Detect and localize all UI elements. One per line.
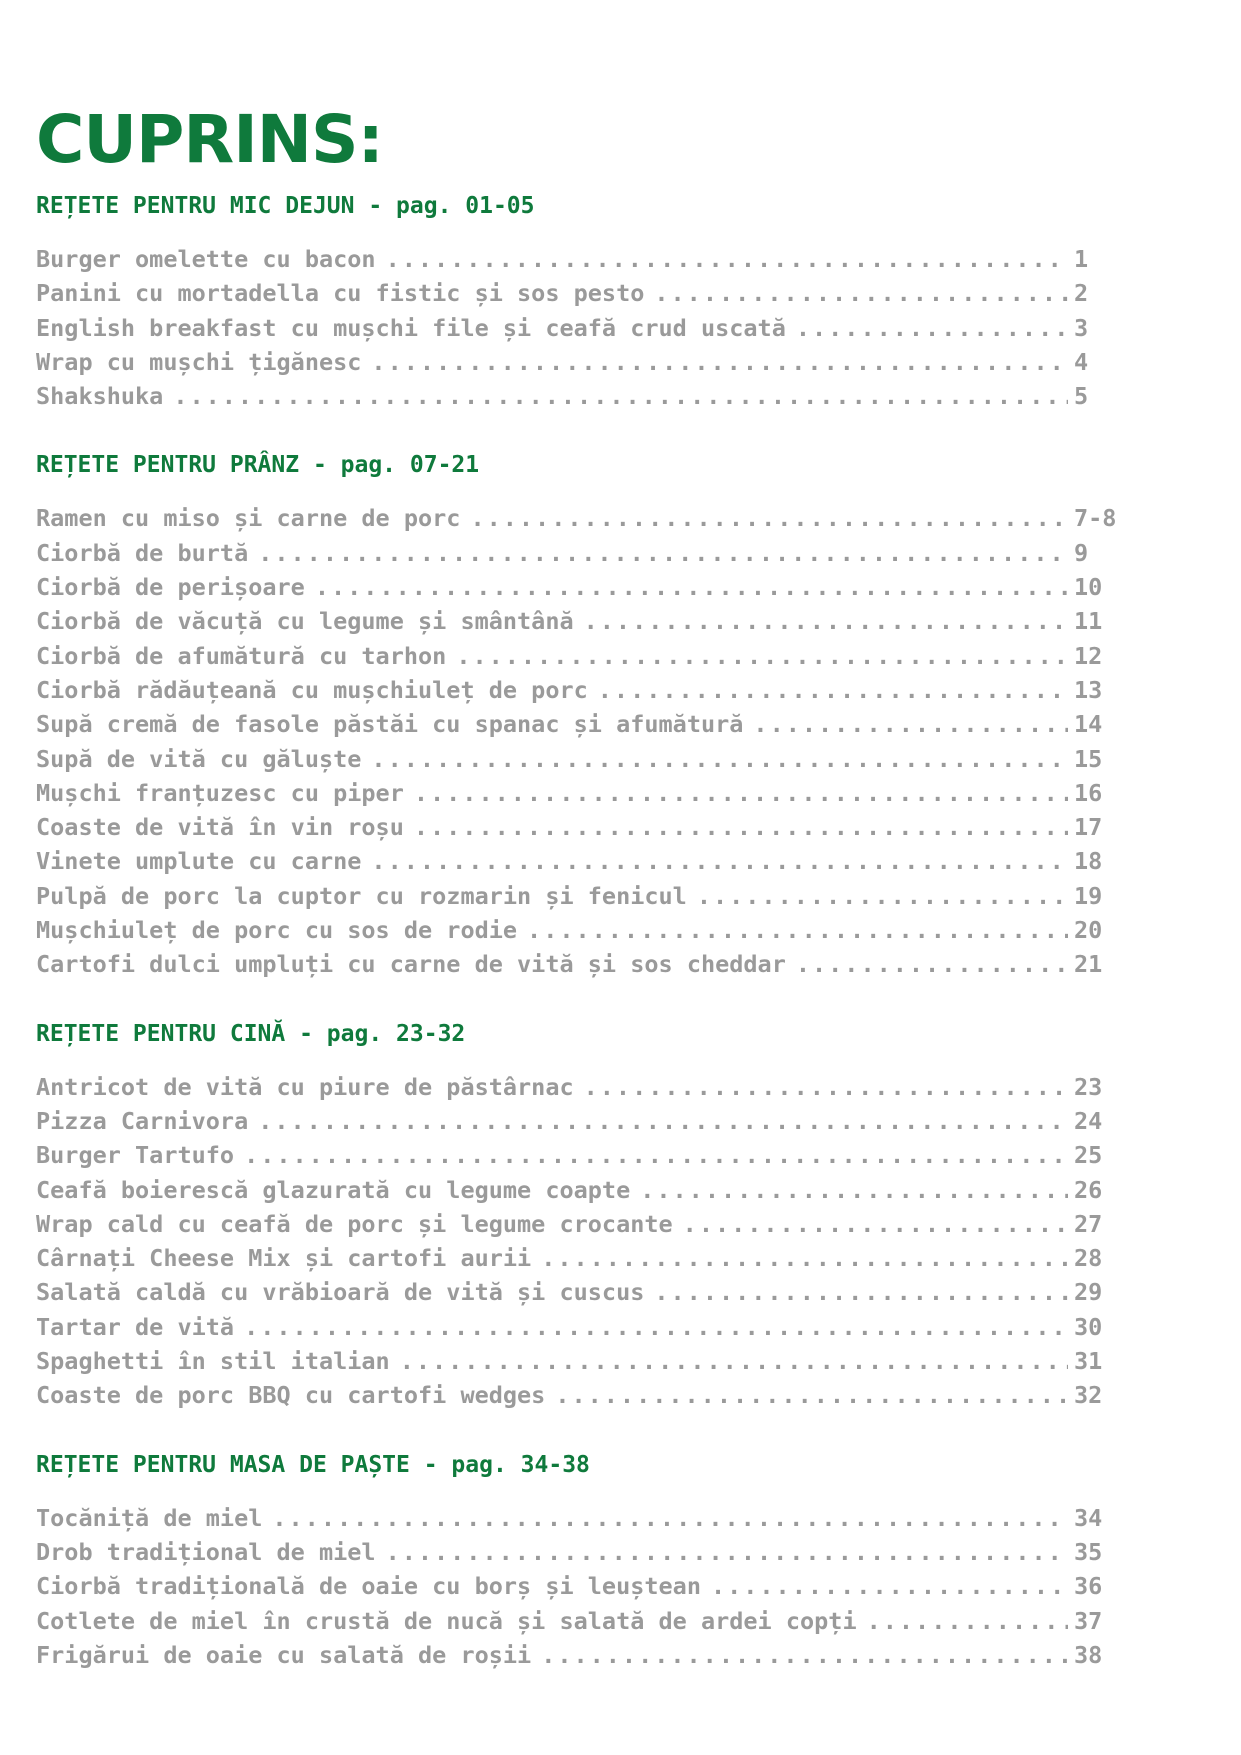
toc-entry <box>36 947 1126 981</box>
entry-title: Coaste de vită în vin roșu <box>36 813 404 842</box>
page-number: 24 <box>1074 1106 1103 1135</box>
entry-title: Burger omelette cu bacon <box>36 245 376 273</box>
dot-leader <box>711 1569 1068 1603</box>
toc-entry <box>36 1070 1126 1104</box>
page-number: 3 <box>1074 313 1089 342</box>
sections-container <box>36 192 1136 1672</box>
dot-leader <box>386 1535 1068 1569</box>
toc-entry <box>36 379 1126 413</box>
page-number: 34 <box>1074 1503 1103 1532</box>
page-number: 36 <box>1074 1572 1103 1601</box>
page-number: 35 <box>1074 1537 1103 1566</box>
page-number: 20 <box>1074 916 1103 945</box>
entry-title: Shakshuka <box>36 382 164 411</box>
entry-title: Pulpă de porc la cuptor cu rozmarin și fenicul <box>36 881 687 910</box>
entry-title: Salată caldă cu vrăbioară de vită și cuscus <box>36 1278 645 1307</box>
entry-title: Cartofi dulci umpluți cu carne de vită și sos cheddar <box>36 950 786 979</box>
table-of-contents <box>36 100 1136 1672</box>
page-number: 10 <box>1074 573 1103 602</box>
section-title: REȚETE PENTRU MASA DE PAȘTE - pag. 34-38 <box>36 1451 590 1478</box>
dot-leader <box>173 379 1068 413</box>
page-title: CUPRINS: <box>36 101 383 178</box>
toc-entry <box>36 1638 1126 1672</box>
toc-entry <box>36 776 1126 810</box>
entry-title: Supă cremă de fasole păstăi cu spanac și afumătură <box>36 710 744 739</box>
page-number: 21 <box>1074 950 1103 979</box>
dot-leader <box>258 1104 1068 1138</box>
page-number: 13 <box>1074 675 1103 704</box>
toc-entry <box>36 1604 1126 1638</box>
dot-leader <box>584 1070 1068 1104</box>
section-title: REȚETE PENTRU MIC DEJUN - pag. 01-05 <box>36 193 535 219</box>
section-title: REȚETE PENTRU PRÂNZ - pag. 07-21 <box>36 452 480 479</box>
dot-leader <box>796 311 1068 345</box>
toc-entry <box>36 1241 1126 1275</box>
entry-title: Mușchiuleț de porc cu sos de rodie <box>36 916 518 945</box>
page-number: 19 <box>1074 881 1103 910</box>
entry-title: English breakfast cu mușchi file și ceafă crud uscată <box>36 313 786 342</box>
entry-title: Cârnați Cheese Mix și cartofi aurii <box>36 1244 532 1273</box>
dot-leader <box>414 810 1068 844</box>
toc-entry <box>36 242 1126 276</box>
dot-leader <box>555 1378 1068 1412</box>
toc-entry <box>36 570 1126 604</box>
page-number: 4 <box>1074 347 1089 376</box>
dot-leader <box>598 673 1068 707</box>
toc-entry <box>36 1344 1126 1378</box>
section-spacer <box>36 1413 1136 1439</box>
dot-leader <box>654 276 1068 310</box>
dot-leader <box>371 345 1068 379</box>
page-number: 1 <box>1074 245 1089 273</box>
page-number: 30 <box>1074 1312 1103 1341</box>
dot-leader <box>640 1173 1068 1207</box>
entry-title: Supă de vită cu găluște <box>36 744 362 773</box>
dot-leader <box>697 879 1068 913</box>
page-number: 25 <box>1074 1141 1103 1170</box>
toc-entry <box>36 604 1126 638</box>
page-number: 17 <box>1074 813 1103 842</box>
dot-leader <box>867 1604 1068 1638</box>
dot-leader <box>654 1275 1068 1309</box>
toc-entry <box>36 345 1126 379</box>
toc-section <box>36 1020 1136 1439</box>
dot-leader <box>258 536 1068 570</box>
entry-title: Ramen cu miso și carne de porc <box>36 504 461 533</box>
toc-entry <box>36 1104 1126 1138</box>
entry-title: Tartar de vită <box>36 1312 235 1341</box>
dot-leader <box>244 1138 1068 1172</box>
dot-leader <box>541 1638 1068 1672</box>
page-number: 28 <box>1074 1244 1103 1273</box>
section-spacer <box>36 413 1136 439</box>
toc-entry <box>36 639 1126 673</box>
entry-list <box>36 242 1136 413</box>
dot-leader <box>386 242 1068 276</box>
entry-title: Wrap cu mușchi țigănesc <box>36 347 362 376</box>
dot-leader <box>371 742 1068 776</box>
dot-leader <box>796 947 1068 981</box>
entry-title: Ciorbă de perișoare <box>36 573 305 602</box>
page-number: 32 <box>1074 1381 1103 1410</box>
page-number: 2 <box>1074 279 1089 308</box>
entry-title: Mușchi franțuzesc cu piper <box>36 778 404 807</box>
page-number: 26 <box>1074 1175 1103 1204</box>
page-number: 12 <box>1074 641 1103 670</box>
dot-leader <box>683 1207 1068 1241</box>
page-number: 14 <box>1074 710 1103 739</box>
toc-entry <box>36 501 1126 535</box>
entry-title: Antricot de vită cu piure de păstârnac <box>36 1072 574 1101</box>
dot-leader <box>470 501 1068 535</box>
page-number: 7-8 <box>1074 504 1117 533</box>
page-number: 23 <box>1074 1072 1103 1101</box>
toc-section <box>36 192 1136 439</box>
dot-leader <box>371 844 1068 878</box>
entry-title: Ciorbă tradițională de oaie cu borș și leuștean <box>36 1572 701 1601</box>
dot-leader <box>315 570 1068 604</box>
toc-entry <box>36 1378 1126 1412</box>
toc-entry <box>36 707 1126 741</box>
toc-section <box>36 1451 1136 1672</box>
dot-leader <box>527 913 1068 947</box>
page-number: 5 <box>1074 382 1089 411</box>
dot-leader <box>272 1501 1068 1535</box>
entry-title: Ciorbă de văcuță cu legume și smântână <box>36 607 574 636</box>
page-number: 9 <box>1074 538 1089 567</box>
page-number: 16 <box>1074 778 1103 807</box>
entry-title: Spaghetti în stil italian <box>36 1347 390 1376</box>
section-spacer <box>36 982 1136 1008</box>
toc-entry <box>36 1173 1126 1207</box>
toc-entry <box>36 1569 1126 1603</box>
dot-leader <box>244 1310 1068 1344</box>
toc-entry <box>36 536 1126 570</box>
dot-leader <box>584 604 1068 638</box>
toc-entry <box>36 1310 1126 1344</box>
toc-entry <box>36 844 1126 878</box>
dot-leader <box>541 1241 1068 1275</box>
page-number: 27 <box>1074 1209 1103 1238</box>
toc-entry <box>36 913 1126 947</box>
entry-title: Pizza Carnivora <box>36 1106 249 1135</box>
dot-leader <box>400 1344 1068 1378</box>
entry-title: Frigărui de oaie cu salată de roșii <box>36 1640 532 1669</box>
dot-leader <box>456 639 1068 673</box>
toc-section <box>36 451 1136 1007</box>
entry-title: Ciorbă de afumătură cu tarhon <box>36 641 447 670</box>
page-number: 38 <box>1074 1640 1103 1669</box>
entry-title: Ceafă boierescă glazurată cu legume coapte <box>36 1175 631 1204</box>
entry-title: Cotlete de miel în crustă de nucă și salată de ardei copți <box>36 1606 857 1635</box>
page-number: 18 <box>1074 847 1103 876</box>
entry-title: Drob tradițional de miel <box>36 1537 376 1566</box>
toc-entry <box>36 1275 1126 1309</box>
entry-list <box>36 501 1136 981</box>
entry-title: Panini cu mortadella cu fistic și sos pesto <box>36 279 645 308</box>
page-number: 37 <box>1074 1606 1103 1635</box>
toc-entry <box>36 1138 1126 1172</box>
toc-entry <box>36 742 1126 776</box>
entry-title: Coaste de porc BBQ cu cartofi wedges <box>36 1381 546 1410</box>
page-number: 15 <box>1074 744 1103 773</box>
toc-entry <box>36 1535 1126 1569</box>
toc-entry <box>36 1501 1126 1535</box>
toc-entry <box>36 311 1126 345</box>
page-number: 11 <box>1074 607 1103 636</box>
page-number: 31 <box>1074 1347 1103 1376</box>
entry-list <box>36 1070 1136 1413</box>
entry-title: Vinete umplute cu carne <box>36 847 362 876</box>
toc-entry <box>36 810 1126 844</box>
entry-title: Ciorbă rădăuțeană cu mușchiuleț de porc <box>36 675 588 704</box>
entry-title: Ciorbă de burtă <box>36 538 249 567</box>
page-number: 29 <box>1074 1278 1103 1307</box>
entry-title: Wrap cald cu ceafă de porc și legume crocante <box>36 1209 673 1238</box>
toc-entry <box>36 879 1126 913</box>
section-title: REȚETE PENTRU CINĂ - pag. 23-32 <box>36 1020 466 1047</box>
entry-title: Tocăniță de miel <box>36 1503 263 1532</box>
toc-entry <box>36 1207 1126 1241</box>
entry-title: Burger Tartufo <box>36 1141 235 1170</box>
toc-entry <box>36 673 1126 707</box>
dot-leader <box>753 707 1068 741</box>
entry-list <box>36 1501 1136 1672</box>
dot-leader <box>414 776 1068 810</box>
toc-entry <box>36 276 1126 310</box>
